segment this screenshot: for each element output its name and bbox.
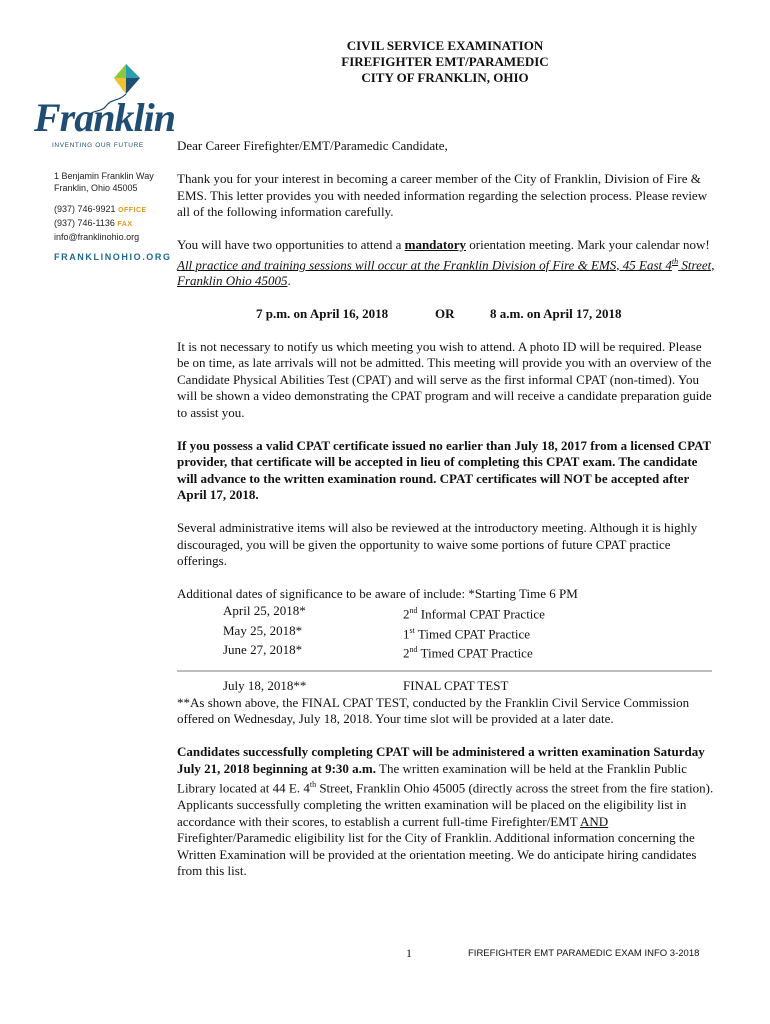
document-file-name: FIREFIGHTER EMT PARAMEDIC EXAM INFO 3-2018 bbox=[468, 948, 700, 959]
date-event: 2nd Timed CPAT Practice bbox=[403, 645, 533, 661]
email: info@franklinohio.org bbox=[54, 232, 140, 243]
orientation-text-b: orientation meeting. Mark your calendar now! bbox=[466, 237, 710, 252]
logo-wordmark: Franklin bbox=[34, 95, 175, 140]
header-line-3: CITY OF FRANKLIN, OHIO bbox=[361, 70, 529, 85]
meeting-1: 7 p.m. on April 16, 2018 bbox=[256, 305, 389, 321]
orientation-text-a: You will have two opportunities to attend a bbox=[177, 237, 405, 252]
final-event: FINAL CPAT TEST bbox=[403, 678, 509, 694]
office-phone: (937) 746-9921 bbox=[54, 203, 116, 214]
written-exam-text-c: Firefighter/Paramedic eligibility list for the City of Franklin. Additional information concerning the Written Examination will be provided at the orientation meeting. We do anticipate hiring candidates from this list. bbox=[177, 830, 697, 879]
date-event: 1st Timed CPAT Practice bbox=[403, 625, 531, 641]
logo-tagline: INVENTING OUR FUTURE bbox=[52, 142, 144, 149]
location-italic-a: All practice and training sessions will occur at the Franklin Division of Fire & EMS, 45 East 4 bbox=[177, 256, 672, 272]
meeting-2: 8 a.m. on April 17, 2018 bbox=[490, 305, 622, 321]
office-phone-line bbox=[54, 203, 174, 217]
dates-list bbox=[177, 603, 717, 662]
final-date: July 18, 2018** bbox=[223, 678, 307, 694]
meeting-or: OR bbox=[435, 305, 455, 321]
website: FRANKLINOHIO.ORG bbox=[54, 252, 172, 263]
dates-intro: Additional dates of significance to be aware of include: *Starting Time 6 PM bbox=[177, 586, 578, 602]
written-exam-sup: th bbox=[309, 780, 317, 790]
header-line-2: FIREFIGHTER EMT/PARAMEDIC bbox=[341, 54, 549, 69]
written-exam-text-b: Street, Franklin Ohio 45005 (directly across the street from the fire station). Applicants successfully completing the written examination will be placed on the eligibility list in accordance with their scores, to establish a current full-time Firefighter/EMT bbox=[177, 780, 714, 829]
written-exam-text-a: The written examination will be held at the Franklin Public Library located at 44 E. 4 bbox=[177, 760, 687, 796]
date-row bbox=[177, 623, 717, 643]
date-event: 2nd Informal CPAT Practice bbox=[403, 605, 545, 622]
location-italic-b: Street, Franklin Ohio 45005 bbox=[177, 256, 715, 289]
date-value: April 25, 2018* bbox=[223, 602, 306, 618]
greeting: Dear Career Firefighter/EMT/Paramedic Candidate, bbox=[177, 138, 448, 153]
written-exam-bold: Candidates successfully completing CPAT will be administered a written examination Saturday July 21, 2018 beginning at 9:30 a.m. bbox=[177, 744, 705, 776]
location-end: . bbox=[287, 273, 291, 289]
paragraph-administrative: Several administrative items will also be reviewed at the introductory meeting. Although it is highly discouraged, you will be given the opportunity to waive some portions of future CPAT practice offerings. bbox=[177, 520, 698, 569]
paragraph-orientation bbox=[177, 237, 717, 290]
date-row bbox=[177, 603, 717, 623]
header-line-1: CIVIL SERVICE EXAMINATION bbox=[346, 38, 544, 53]
date-value: May 25, 2018* bbox=[223, 622, 303, 638]
office-label: OFFICE bbox=[118, 206, 147, 214]
divider bbox=[177, 670, 712, 672]
paragraph-written-exam bbox=[177, 744, 717, 879]
location-sup: th bbox=[671, 256, 679, 266]
and-word: AND bbox=[580, 813, 609, 829]
letter-body bbox=[177, 138, 717, 880]
fax-phone: (937) 746-1136 bbox=[54, 217, 115, 228]
address-line-1: 1 Benjamin Franklin Way bbox=[54, 171, 154, 181]
date-value: June 27, 2018* bbox=[223, 642, 303, 658]
address-line-2: Franklin, Ohio 45005 bbox=[54, 183, 138, 194]
final-date-row bbox=[177, 678, 717, 695]
meeting-times bbox=[177, 306, 717, 323]
franklin-logo bbox=[34, 70, 179, 162]
paragraph-intro: Thank you for your interest in becoming a career member of the City of Franklin, Division of Fire & EMS. This letter provides you with needed information regarding the selection process. Please review all of the following information carefully. bbox=[177, 171, 708, 219]
contact-block bbox=[54, 170, 174, 264]
paragraph-final-test: **As shown above, the FINAL CPAT TEST, conducted by the Franklin Civil Service Commission offered on Wednesday, July 18, 2018. Your time slot will be provided at a later date. bbox=[177, 694, 690, 727]
page-number: 1 bbox=[406, 946, 412, 960]
paragraph-cpat-certificate: If you possess a valid CPAT certificate issued no earlier than July 18, 2017 from a licensed CPAT provider, that certificate will be accepted in lieu of completing this CPAT exam. The candidate will advance to the written examination round. CPAT certificates will NOT be accepted after April 17, 2018. bbox=[177, 437, 711, 503]
date-row bbox=[177, 642, 717, 662]
document-header bbox=[300, 38, 590, 86]
paragraph-photo-id: It is not necessary to notify us which meeting you wish to attend. A photo ID will be required. Please be on time, as late arrivals will not be admitted. This meeting will provide you with an overview of the Candidate Physical Abilities Test (CPAT) and will serve as the first informal CPAT (non-timed). You will be shown a video demonstrating the CPAT program and will receive a candidate preparation guide to assist you. bbox=[177, 338, 712, 420]
fax-label: FAX bbox=[117, 220, 133, 228]
mandatory-word: mandatory bbox=[404, 237, 466, 252]
fax-line bbox=[54, 217, 174, 231]
